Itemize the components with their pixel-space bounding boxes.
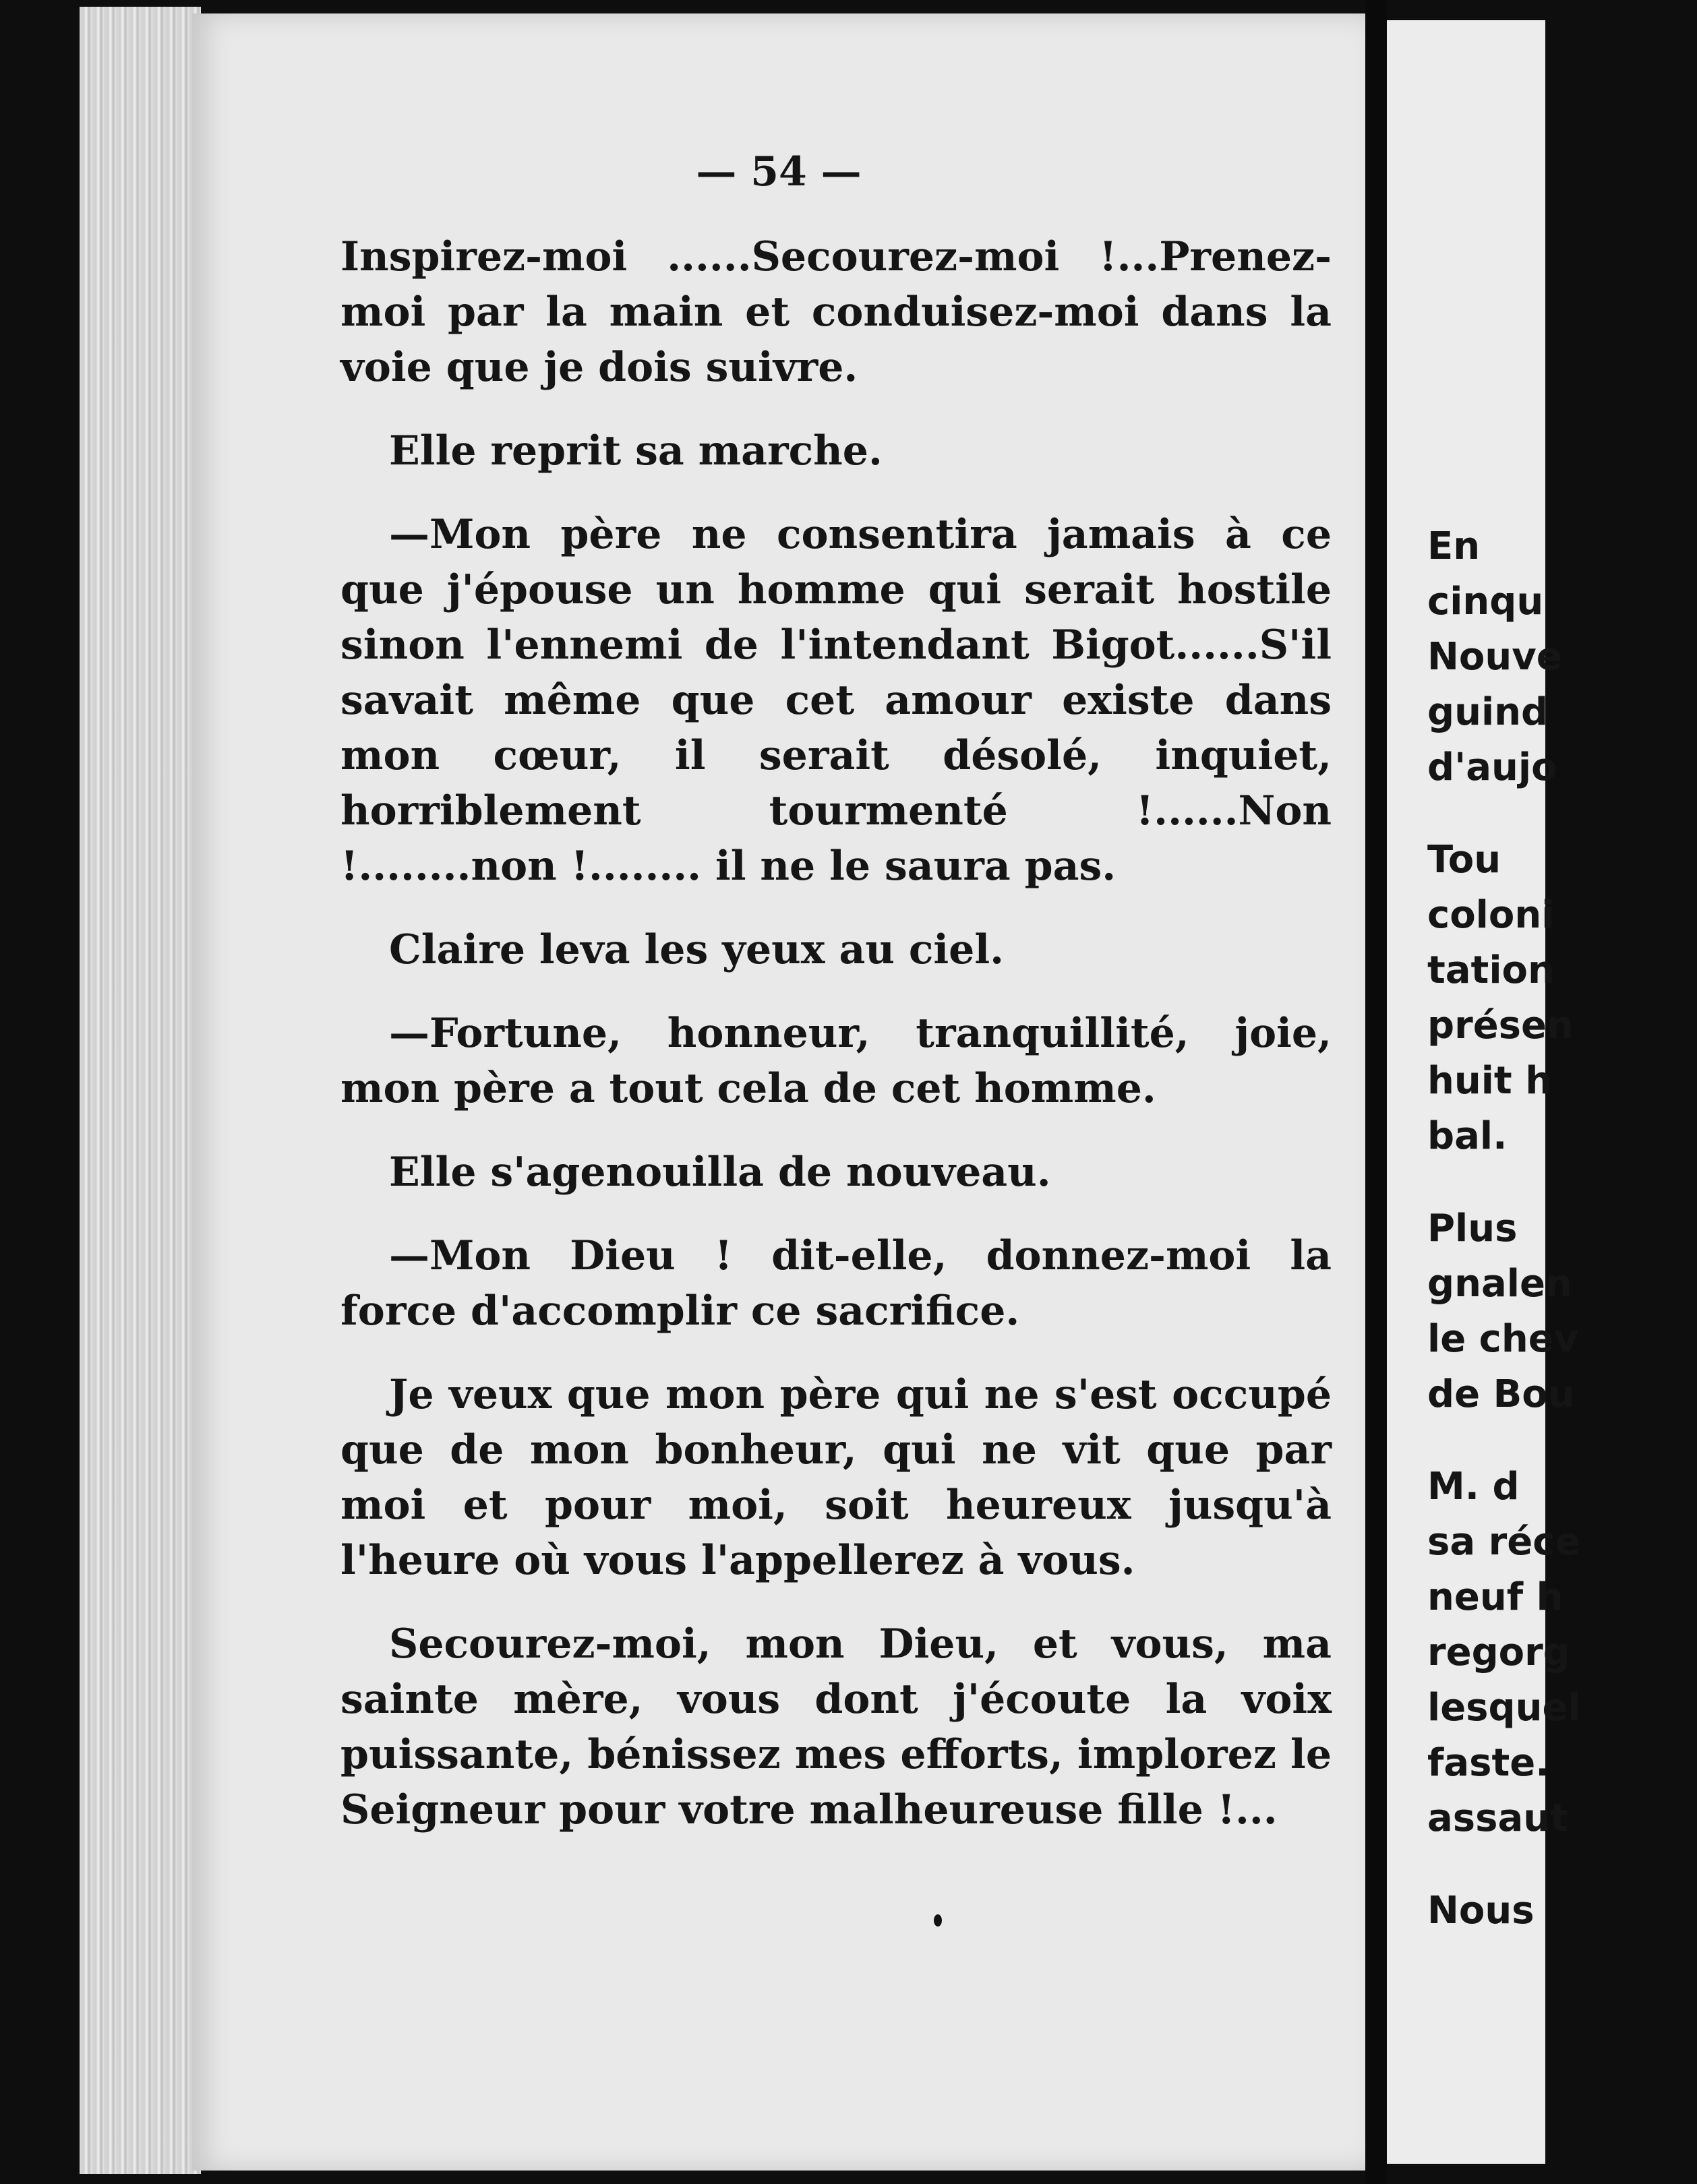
right-line: de Bou: [1427, 1372, 1575, 1416]
right-line: bal.: [1427, 1114, 1508, 1158]
right-page-text: [1427, 519, 1697, 1939]
paragraph-gap: [1427, 1422, 1697, 1459]
right-line: guind: [1427, 690, 1549, 734]
right-line: Tou: [1427, 838, 1501, 882]
page-number: — 54 —: [696, 148, 862, 195]
right-line: lesquel: [1427, 1686, 1581, 1730]
page-edges: [80, 7, 201, 2174]
right-line: Nous: [1427, 1889, 1535, 1933]
right-line: Nouve: [1427, 635, 1562, 679]
right-line: assaut: [1427, 1796, 1568, 1840]
right-line: huit h: [1427, 1059, 1553, 1103]
right-line: neuf h: [1427, 1575, 1564, 1619]
paragraph-9: Secourez-moi, mon Dieu, et vous, ma sainte mère, vous dont j'écoute la voix puissante, bénissez mes efforts, implorez le Seigneur pour votre malheureuse fille !...: [340, 1620, 1332, 1833]
paragraph-gap: [1427, 795, 1697, 832]
right-line: le chev: [1427, 1317, 1579, 1361]
left-page: [192, 13, 1365, 2171]
right-line: Plus: [1427, 1207, 1518, 1250]
right-line: présen: [1427, 1004, 1574, 1048]
right-line: faste.: [1427, 1741, 1550, 1785]
book-gutter: [1365, 0, 1387, 2184]
paragraph-8: Je veux que mon père qui ne s'est occupé que de mon bonheur, qui ne vit que par moi et pour moi, soit heureux jusqu'à l'heure où vous l'appellerez à vous.: [340, 1371, 1332, 1584]
ink-speck: [934, 1914, 942, 1927]
right-line: cinqu: [1427, 580, 1544, 624]
paragraph-3: —Mon père ne consentira jamais à ce que j'épouse un homme qui serait hostile sinon l'ennemi de l'intendant Bigot......S'il savait même que cet amour existe dans mon cœur, il serait désolé, inquiet, horriblement tourmenté !......Non !........non !........ il ne le saura pas.: [340, 511, 1332, 890]
paragraph-1: Inspirez-moi ......Secourez-moi !...Prenez-moi par la main et conduisez-moi dans la voie que je dois suivre.: [340, 233, 1332, 391]
body-text: [340, 229, 1332, 1866]
paragraph-7: —Mon Dieu ! dit-elle, donnez-moi la force d'accomplir ce sacrifice.: [340, 1232, 1332, 1335]
paragraph-6: Elle s'agenouilla de nouveau.: [389, 1149, 1051, 1196]
right-line: coloni: [1427, 893, 1555, 937]
right-line: tation: [1427, 948, 1555, 992]
paragraph-4: Claire leva les yeux au ciel.: [389, 926, 1005, 973]
right-line: En: [1427, 524, 1481, 568]
paragraph-gap: [1427, 1164, 1697, 1201]
right-line: M. d: [1427, 1465, 1520, 1509]
right-line: sa réce: [1427, 1520, 1581, 1564]
paragraph-2: Elle reprit sa marche.: [389, 427, 883, 475]
right-line: gnalen: [1427, 1262, 1572, 1306]
paragraph-gap: [1427, 1846, 1697, 1883]
right-page: [1387, 20, 1581, 2164]
paragraph-5: —Fortune, honneur, tranquillité, joie, mon père a tout cela de cet homme.: [340, 1010, 1332, 1112]
right-line: regorg: [1427, 1631, 1570, 1674]
right-line: d'aujo: [1427, 746, 1557, 789]
